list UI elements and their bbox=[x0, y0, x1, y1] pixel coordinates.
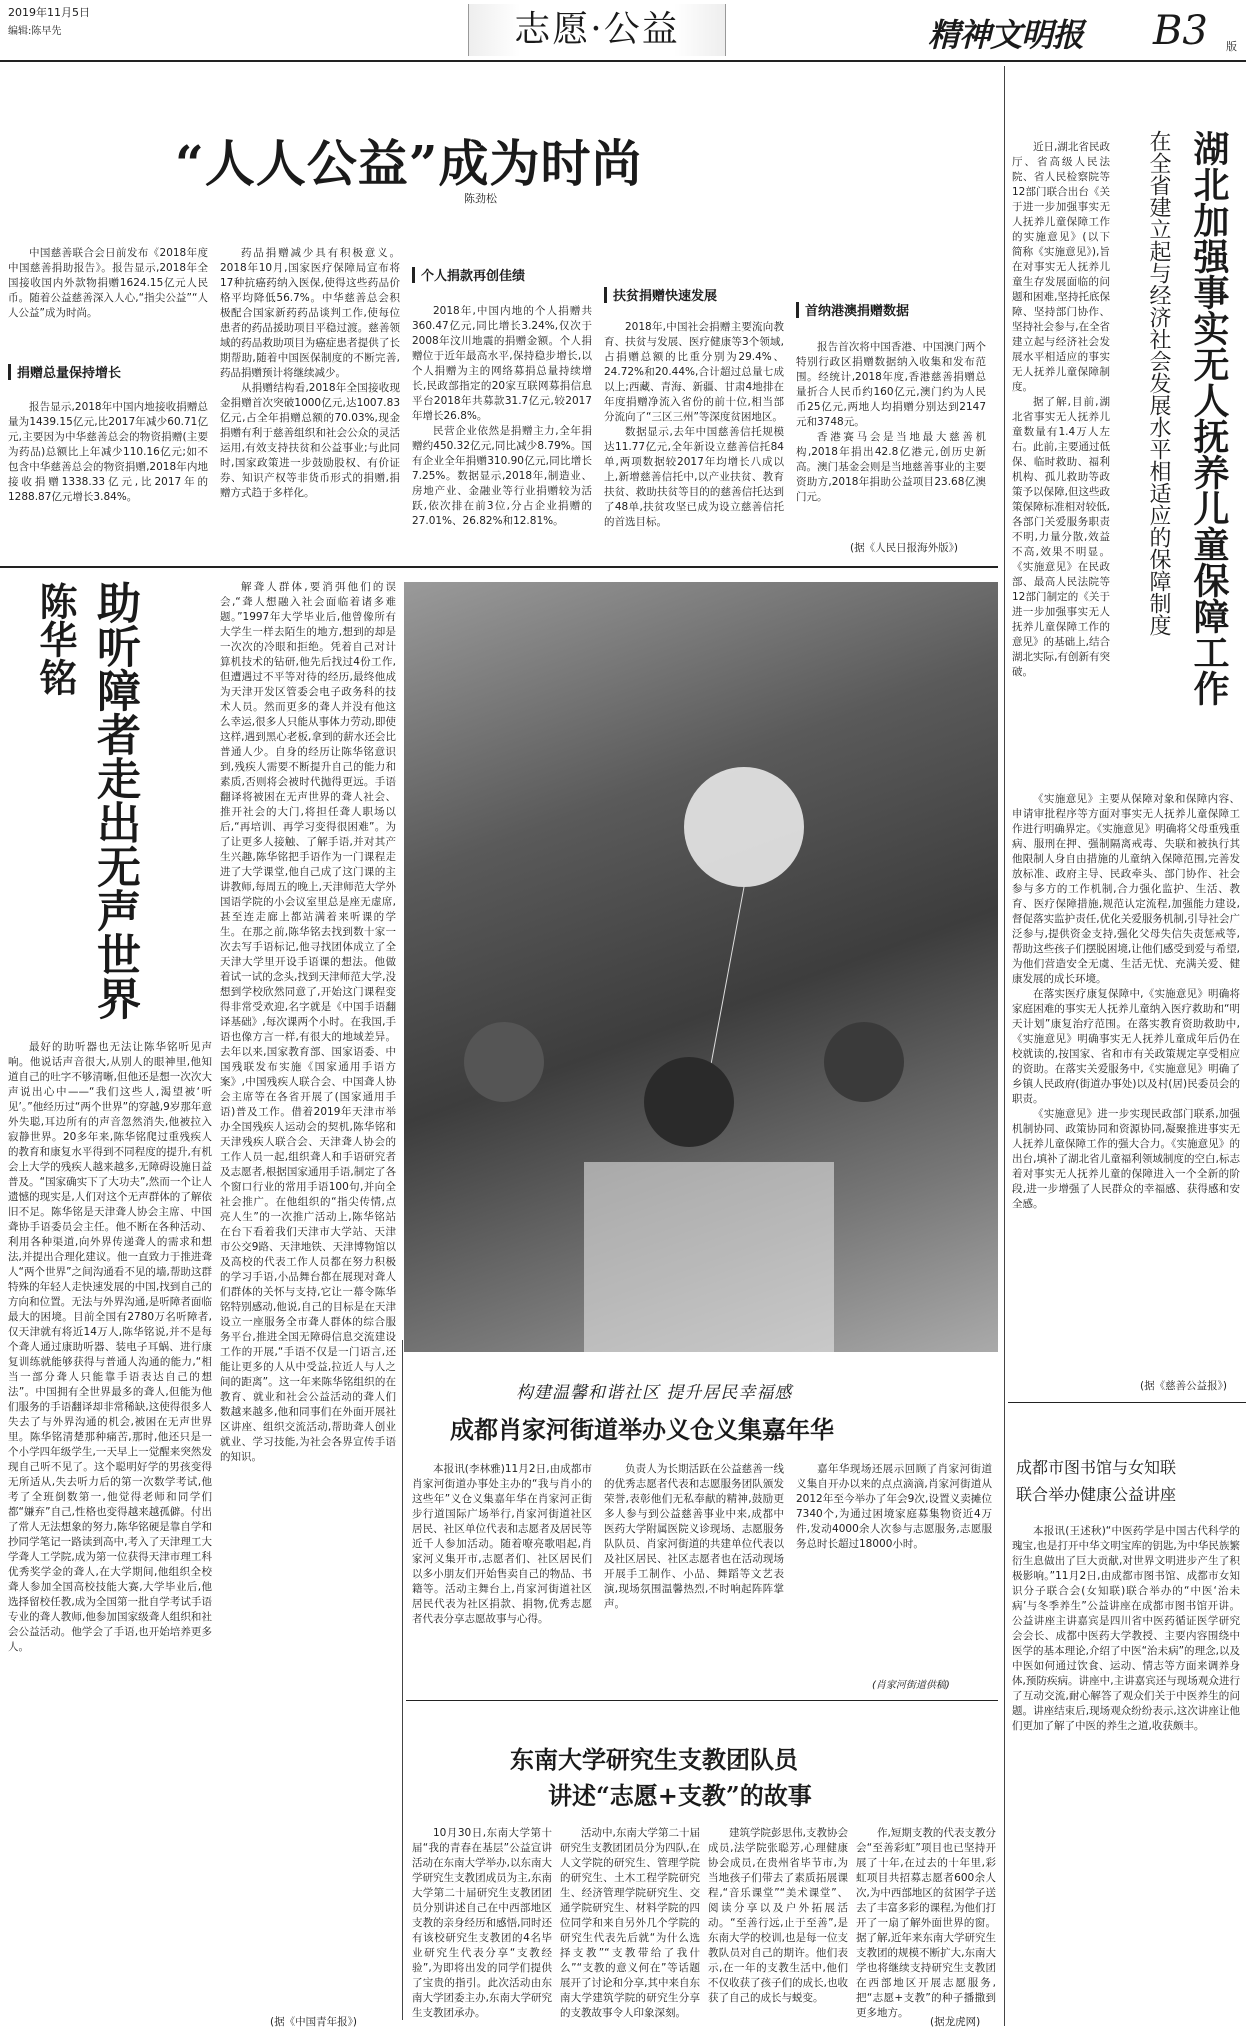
article5-title-line2: 讲述“志愿+支教”的故事 bbox=[548, 1781, 812, 1810]
article4-col1: 本报讯(李林雅)11月2日,由成都市肖家河街道办事处主办的“我与肖小的这些年”义仓义集嘉年华在肖家河正街步行道国际广场举行,肖家河街道社区居民、社区单位代表和志愿者及居民等近千人参加活动。随着嘹亮歌唱起,肖家河义集开市,志愿者们、社区居民们以多小朋友们开始售卖自己的物品、书籍等。活动主舞台上,肖家河街道社区居民代表为社区捐款、捐物,优秀志愿者代表分享志愿故事与心得。 bbox=[412, 1463, 592, 1625]
page-label: 版 bbox=[1226, 40, 1237, 53]
child-head-icon bbox=[464, 1022, 544, 1102]
rule-below-article1 bbox=[0, 566, 998, 568]
article1-col2: 药品捐赠减少具有积极意义。2018年10月,国家医疗保障局宣布将17种抗癌药纳入医保,使得这些药品价格平均降低56.7%。中华慈善总会积极配合国家新药药品谈判工作,使每位患者的药品援助项目平稳过渡。慈善领域的药品救助项目为癌症患者提供了长期帮助,随着中国医保制度的不断完善,药品捐赠预计将继续减少。 从捐赠结构看,2018年全国接收现金捐赠首次突破1000亿元,达1007.83亿元,占全年捐赠总额的70.03%,现金捐赠有利于慈善组织和社会公众的灵活运用,有效支持扶贫和公益事业;与此同时,国家政策进一步鼓励股权、有价证券、知识产权等非货币形式的捐赠,捐赠方式趋于多样化。 bbox=[220, 247, 400, 499]
article5-col3: 建筑学院彭思伟,支教协会成员,法学院张聪芳,心理健康协会成员,在贵州省毕节市,为当地孩子们带去了素质拓展课程,“音乐课堂”“美术课堂”、阅读分享以及户外拓展活动。“至善行远,止于至善”,是东南大学的校训,也是每一位支教队员对自己的期许。他们表示,在一年的支教生活中,他们不仅收获了孩子们的成长,也收获了自己的成长与蜕变。 bbox=[708, 1827, 848, 2004]
article3-person: 陈华铭 bbox=[33, 582, 78, 696]
community-photo bbox=[404, 582, 998, 1352]
header-date: 2019年11月5日 bbox=[8, 6, 90, 19]
article3-source: (据《中国青年报》) bbox=[270, 2016, 357, 2028]
article1-title: “人人公益”成为时尚 bbox=[175, 134, 643, 193]
article3-title: 助听障者走出无声世界 bbox=[89, 580, 140, 1020]
article1-intro: 中国慈善联合会日前发布《2018年度中国慈善捐助报告》。报告显示,2018年全国接收国内外款物捐赠1624.15亿元人民币。随着公益慈善深入人心,“指尖公益”“人人公益”成为时尚。 bbox=[8, 247, 208, 319]
article3-col2: 解聋人群体,要消弭他们的误会,“聋人想融入社会面临着诸多难题。”1997年大学毕业后,他曾像所有大学生一样去陌生的地方,想到的却是一次次的冷眼和拒绝。凭着自己对计算机技术的钻研,他先后找过4份工作,但遭遇过不平等对待的经历,最终他成为天津开发区管委会电子政务科的技术人员。然而更多的聋人并没有他这么幸运,很多人只能从事体力劳动,即使这样,遇到黑心老板,拿到的薪水还会比普通人少。自身的经历让陈华铭意识到,残疾人需要不断提升自己的能力和素质,否则将会被时代抛得更远。手语翻译将被困在无声世界的聋人社会、推开社会的大门,将担任聋人职场以后,“再培训、再学习变得很困难”。为了让更多人接触、了解手语,并对其产生兴趣,陈华铭把手语作为一门课程走进了大学课堂,他自己成了这门课的主讲教师,每周五的晚上,天津师范大学外国语学院的小会议室里总是座无虚席,甚至连走廊上都站满着来听课的学生。在那之前,陈华铭去找到数十家一次去写手语标记,他寻找团体成立了全天津大学里开设手语课的想法。他做着试一试的念头,找到天津师范大学,没想到学校欣然同意了,开始这门课程变得非常受欢迎,名字就是《中国手语翻译基础》,每次课两个小时。在我国,手语也像方言一样,有很大的地域差异。去年以来,国家教育部、国家语委、中国残联发布实施《国家通用手语方案》,中国残疾人联合会、中国聋人协会主席等在各省开展了(国家通用手语)普及工作。借着2019年天津市举办全国残疾人运动会的契机,陈华铭和天津残疾人联合会、天津聋人协会的工作人员一起,组织聋人和手语研究者及志愿者,根据国家通用手语,制定了各个窗口行业的常用手语100句,并向全社会推广。在他组织的“指尖传情,点亮人生”的一次推广活动上,陈华铭站在台下看着我们天津市大学站、天津市公交9路、天津地铁、天津博物馆以及高校的代表工作人员都在努力积极的学习手语,小品舞台都在展现对聋人们群体的关怀与支持,它让一幕令陈华铭特别感动,他说,自己的目标是在天津设立一座服务全市聋人群体的综合服务平台,推进全国无障碍信息交流建设工作的开展,“手语不仅是一门语言,还能让更多的人从中受益,拉近人与人之间的距离”。这一年来陈华铭组织的在教育、就业和社会公益活动的聋人们数越来越多,他和同事们在外面开展社区讲座、组织交流活动,帮助聋人创业就业、学习技能,为社会各界宣传手语的知识。 bbox=[220, 581, 396, 1463]
rule-article2-bottom bbox=[1008, 1402, 1246, 1403]
photo-illustration bbox=[404, 582, 998, 1352]
article5-col1: 10月30日,东南大学第十届“我的青春在基层”公益宣讲活动在东南大学举办,以东南大学研究生支教团成员为主,东南大学第二十届研究生支教团团员分别讲述自己在中西部地区支教的亲身经历和感悟,同时还有该校研究生支教团的4名毕业研究生代表分享“支教经验”,为即将出发的同学们提供了宝贵的指引。此次活动由东南大学团委主办,东南大学研究生支教团承办。 bbox=[412, 1827, 552, 2019]
article2-intro: 近日,湖北省民政厅、省高级人民法院、省人民检察院等12部门联合出台《关于进一步加强事实无人抚养儿童保障工作的实施意见》(以下简称《实施意见》),旨在对事实无人抚养儿童生存发展面临的问题和困难,坚持托底保障、坚持部门协作、坚持社会参与,在全省建立起与经济社会发展水平相适应的事实无人抚养儿童保障制度。 据了解,目前,湖北省事实无人抚养儿童数量有1.4万人左右。此前,主要通过低保、临时救助、福利机构、孤儿救助等政策予以保障,但这些政策保障标准相对较低,各部门关爱服务职责不明,力量分散,效益不高,效果不明显。《实施意见》在民政部、最高人民法院等12部门制定的《关于进一步加强事实无人抚养儿童保障工作的意见》的基础上,结合湖北实际,有创新有突破。 bbox=[1012, 141, 1110, 678]
article1-sub3: 扶贫捐赠快速发展 bbox=[604, 285, 784, 304]
article1-sub2: 个人捐款再创佳绩 bbox=[412, 265, 592, 284]
article4-kicker: 构建温馨和谐社区 提升居民幸福感 bbox=[516, 1383, 793, 1403]
paper-name: 精神文明报 bbox=[928, 16, 1084, 54]
article4-source: (肖家河街道供稿) bbox=[872, 1680, 950, 1691]
article2-source: (据《慈善公益报》) bbox=[1140, 1380, 1227, 1392]
article3-col1: 最好的助听器也无法让陈华铭听见声响。他说话声音很大,从别人的眼神里,他知道自己的吐字不够清晰,但他还是想一次次大声说出心中——“我们这些人,渴望被‘听见’。”他经历过“两个世界”的穿越,9岁那年意外失聪,耳边所有的声音忽然消失,他被拉入寂静世界。20多年来,陈华铭爬过重残疾人的教育和康复水平得到不同程度的提升,有机会上大学的残疾人越来越多,无障碍设施日益普及。“国家确实下了大功夫”,然而一个让人遗憾的现实是,人们对这个无声群体的了解依旧不足。陈华铭是天津聋人协会主席、中国聋协手语委员会主任。他不断在各种活动、利用各种渠道,向外界传递聋人的需求和想法,并提出合理化建议。他一直致力于推进聋人“两个世界”之间沟通看不见的墙,帮助这群特殊的年轻人走快速发展的中国,找到自己的方向和位置。无法与外界沟通,是听障者面临最大的困境。目前全国有2780万名听障者,仅天津就有将近14万人,陈华铭说,并不是每个聋人通过康助听器、装电子耳蜗、进行康复训练就能够获得与普通人沟通的能力,“相当一部分聋人只能靠手语表达自己的想法”。中国拥有全世界最多的聋人,但能为他们服务的手语翻译却非常稀缺,这使得很多人失去了与外界沟通的机会,被困在无声世界里。陈华铭清楚那种痛苦,那时,他还只是一个小学四年级学生,一天早上一觉醒来突然发现自己听不见了。这个聪明好学的男孩变得无所适从,失去听力后的第一次数学考试,他考了全班倒数第一,他觉得老师和同学们都“嫌弃”自己,性格也变得越来越孤僻。付出了常人无法想象的努力,陈华铭硬是靠自学和抄同学笔记一路读到高中,考入了天津理工大学聋人工学院,成为第一位获得天津市理工科优秀奖学金的聋人,在大学期间,他组织全校聋人参加全国高校技能大赛,大学毕业后,他选择留校任教,成为全国第一批自学考试手语专业的聋人教师,他参加国家级聋人组织和社会公益活动。他学会了手语,也开始培养更多人。 bbox=[8, 1041, 212, 1653]
article5-col2: 活动中,东南大学第二十届研究生支教团团员分为四队,在人文学院的研究生、管理学院的研究生、土木工程学院研究生、经济管理学院研究生、交通学院研究生、材料学院的四位同学和来自另外几个学院的研究生代表先后就“为什么选择支教”“支教带给了我什么”“支教的意义何在”等话题展开了讨论和分享,其中来自东南大学建筑学院的研究生分享的支教故事令人印象深刻。 bbox=[560, 1827, 700, 2019]
article1-col4: 2018年,中国社会捐赠主要流向教育、扶贫与发展、医疗健康等3个领域,占捐赠总额的比重分别为29.4%、24.72%和20.44%,合计超过总量七成以上;西藏、青海、新疆、甘肃4地排在年度捐赠净流入省份的前十位,相当部分流向了“三区三州”等深度贫困地区。 数据显示,去年中国慈善信托规模达11.77亿元,全年新设立慈善信托84单,两项数据较2017年均增长八成以上,新增慈善信托中,以产业扶贫、教育扶贫、救助扶贫等目的的慈善信托达到了48单,扶贫攻坚已成为设立慈善信托的首选目标。 bbox=[604, 321, 784, 528]
article4-title: 成都肖家河街道举办义仓义集嘉年华 bbox=[450, 1415, 834, 1444]
article4-col3: 嘉年华现场还展示回顾了肖家河街道义集自开办以来的点点滴滴,肖家河街道从2012年至今举办了年会9次,设置义卖摊位7340个,为通过困境家庭募集物资近4万件,发动4000余人次参与志愿服务,志愿服务总时长超过18000小时。 bbox=[796, 1463, 992, 1550]
article6-body: 本报讯(王述秋)“中医药学是中国古代科学的瑰宝,也是打开中华文明宝库的钥匙,为中华民族繁衍生息做出了巨大贡献,对世界文明进步产生了积极影响。”11月2日,由成都市图书馆、成都市女知识分子联合会(女知联)联合举办的“中医‘治未病’与冬季养生”公益讲座在成都市图书馆开讲。公益讲座主讲嘉宾是四川省中医药循证医学研究会会长、成都中医药大学教授、主要内容围绕中医学的基本理论,介绍了中医“治未病”的理念,以及中医如何通过饮食、运动、情志等方面来调养身体,预防疾病。讲座中,主讲嘉宾还与现场观众进行了互动交流,耐心解答了观众们关于中医养生的问题。讲座结束后,现场观众纷纷表示,这次讲座让他们更加了解了中医的养生之道,收获颇丰。 bbox=[1012, 1525, 1240, 1732]
article1-sub1: 捐赠总量保持增长 bbox=[8, 362, 208, 381]
article1-col3: 2018年,中国内地的个人捐赠共360.47亿元,同比增长3.24%,仅次于2008年汶川地震的捐赠金额。个人捐赠位于近年最高水平,保持稳步增长,以个人捐赠为主的网络募捐总量持续增长,民政部指定的20家互联网募捐信息平台2018年共募款31.7亿元,较2017年增长26.8%。 民营企业依然是捐赠主力,全年捐赠约450.32亿元,同比减少8.79%。国有企业全年捐赠310.90亿元,同比增长7.25%。数据显示,2018年,制造业、房地产业、金融业等行业捐赠较为活跃,依次排在前3位,分占企业捐赠的27.01%、26.82%和12.81%。 bbox=[412, 305, 592, 527]
article5-title-line1: 东南大学研究生支教团队员 bbox=[510, 1745, 798, 1774]
article1-source: (据《人民日报海外版》) bbox=[850, 542, 958, 554]
article2-title: 湖北加强事实无人抚养儿童保障工作 bbox=[1188, 130, 1230, 706]
article2-subtitle: 在全省建立起与经济社会发展水平相适应的保障制度 bbox=[1146, 130, 1171, 636]
article6-title-line1: 成都市图书馆与女知联 bbox=[1016, 1458, 1177, 1477]
article1-sub4: 首纳港澳捐赠数据 bbox=[796, 300, 986, 319]
balloon-icon bbox=[684, 767, 804, 887]
article5-col4: 作,短期支教的代表支教分会“至善彩虹”项目也已坚持开展了十年,在过去的十年里,彩虹项目共招募志愿者600余人次,为中西部地区的贫困学子送去了丰富多彩的课程,为他们打开了一扇了解外面世界的窗。据了解,近年来东南大学研究生支教团的规模不断扩大,东南大学也将继续支持研究生支教团在西部地区开展志愿服务,把“志愿+支教”的种子播撒到更多地方。 bbox=[856, 1827, 996, 2019]
adult-head-icon bbox=[644, 1057, 734, 1147]
header-rule bbox=[0, 60, 1246, 62]
rule-right-column bbox=[1004, 66, 1005, 2026]
page-number: B3 bbox=[1153, 8, 1208, 54]
rule-article3 bbox=[402, 1340, 403, 2020]
article1-col1: 报告显示,2018年中国内地接收捐赠总量为1439.15亿元,比2017年减少60.71亿元,主要因为中华慈善总会的物资捐赠(主要为药品)总额比上年减少110.16亿元;如不包含中华慈善总会的物资捐赠,2018年内地接收捐赠1338.33亿元,比2017年的1288.87亿元增长3.84%。 bbox=[8, 401, 208, 503]
article1-col5: 报告首次将中国香港、中国澳门两个特别行政区捐赠数据纳入收集和发布范围。经统计,2018年度,香港慈善捐赠总量折合人民币约160亿元,澳门约为人民币25亿元,两地人均捐赠分别达到2147元和3748元。 香港赛马会是当地最大慈善机构,2018年捐出42.8亿港元,创历史新高。澳门基金会则是当地慈善事业的主要资助方,2018年捐助公益项目23.68亿澳门元。 bbox=[796, 341, 986, 503]
article4-col2: 负责人为长期活跃在公益慈善一线的优秀志愿者代表和志愿服务团队颁发荣誉,表彰他们无私奉献的精神,鼓励更多人参与到公益慈善事业中来,成都中医药大学附属医院义诊现场、志愿服务队队员、肖家河街道的共建单位代表以及社区居民、社区志愿者也在活动现场开展手工制作、小品、舞蹈等文艺表演,现场氛围温馨热烈,不时响起阵阵掌声。 bbox=[604, 1463, 784, 1610]
rule-article4-bottom bbox=[406, 1700, 998, 1701]
article2-body: 《实施意见》主要从保障对象和保障内容、申请审批程序等方面对事实无人抚养儿童保障工作进行明确界定。《实施意见》明确将父母重残重病、服刑在押、强制隔离戒毒、失联和被执行其他限制人身自由措施的儿童纳入保障范围,完善发放标准、政府主导、民政牵头、部门协作、社会参与多方的工作机制,合力强化监护、生活、教育、医疗保障措施,规范认定流程,加强能力建设,督促落实监护责任,优化关爱服务机制,引导社会广泛参与,提供资金支持,强化父母失信失责惩戒等,帮助这些孩子们摆脱困境,让他们感受到爱与希望,为他们营造安全无虞、生活无忧、充满关爱、健康发展的成长环境。 在落实医疗康复保障中,《实施意见》明确将家庭困难的事实无人抚养儿童纳入医疗救助和“明天计划”康复治疗范围。在落实教育资助救助中,《实施意见》明确事实无人抚养儿童成年后仍在校就读的,按国家、省和市有关政策规定享受相应的资助。在落实关爱服务中,《实施意见》明确了乡镇人民政府(街道办事处)以及村(居)民委员会的职责。 《实施意见》进一步实现民政部门联系,加强机制协同、政策协同和资源协同,凝聚推进事实无人抚养儿童保障工作的强大合力。《实施意见》的出台,填补了湖北省儿童福利领域制度的空白,标志着对事实无人抚养儿童的保障进入一个全新的阶段,进一步增强了人民群众的幸福感、获得感和安全感。 bbox=[1012, 793, 1240, 1210]
section-banner bbox=[468, 4, 726, 56]
article1-author: 陈劲松 bbox=[464, 192, 497, 205]
header-editor: 编辑:陈早先 bbox=[8, 26, 62, 37]
article6-title-line2: 联合举办健康公益讲座 bbox=[1016, 1485, 1177, 1504]
child-head-icon-2 bbox=[824, 1022, 904, 1102]
section-title: 志愿·公益 bbox=[514, 9, 680, 50]
article5-source: (据龙虎网) bbox=[930, 2016, 981, 2028]
